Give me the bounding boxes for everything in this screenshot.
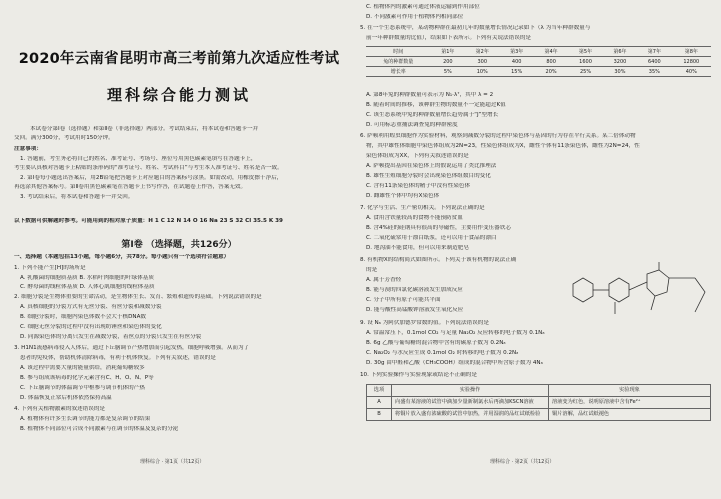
intro-line: 本试卷分第Ⅰ卷（选择题）和第Ⅱ卷（非选择题）两部分。考试结束后，将本试卷和答题卡一并 xyxy=(30,126,259,132)
option-line: A. 萨顿提出基因在染色体上的假说运用了类比推理法 xyxy=(366,163,497,169)
question-line: C. 酵母菌的线粒体基质 D. 人体心肌细胞的线粒体基质 xyxy=(20,284,155,290)
question-line: 2. 细胞分裂是生物体重要的生命活动，是生物体生长、发育、繁殖和遗传的基础。下列说法错误的是 xyxy=(14,294,262,300)
question-line: C. 下丘脑调节的体温调节中枢参与调节机体的产热 xyxy=(20,385,145,391)
table-cell: 6400 xyxy=(637,57,671,67)
part1-heading: 第Ⅰ卷 （选择题，共126分） xyxy=(121,240,237,250)
intro-line: 以下数据可供解题时参考。可能用到的相对原子质量：H 1 C 12 N 14 O 16 Na 23 S 32 Cl 35.5 K 39 xyxy=(14,218,283,224)
table-cell: 铜片溶解，品红试纸褪色 xyxy=(549,409,711,421)
intro-line: 1. 答题前，考生务必将自己的姓名、准考证号、考场号、座位号用黑色碳素笔填写在答题卡上， xyxy=(20,156,257,162)
option-line: B. 含4%硅的硅钢具有很高的导磁性，主要用作变压器铁芯 xyxy=(366,225,511,231)
table-cell: 第6年 xyxy=(603,47,637,57)
table-cell: 400 xyxy=(499,57,533,67)
option-line: C. 含有11条染色体的精子中没有性染色体 xyxy=(366,183,471,189)
exam-title: 2020年云南省昆明市高三考前第九次适应性考试 xyxy=(18,51,340,67)
table-cell: 实验操作 xyxy=(392,385,549,397)
table-cell: 第7年 xyxy=(637,47,671,57)
intro-line: 交回。满分300分，考试用时150分钟。 xyxy=(14,135,114,141)
table-cell: 3200 xyxy=(603,57,637,67)
table-cell: B xyxy=(367,409,392,421)
table-cell: A xyxy=(367,397,392,409)
table-cell: 将铜片放入盛有浓硫酸的试管中加热，并用湿润的品红试纸检验 xyxy=(392,409,549,421)
intro-line: 再选涂其他答案标号。第Ⅱ卷用黑色碳素笔在答题卡上书写作答，在试题卷上作答，答案无效。 xyxy=(14,184,247,190)
experiment-table xyxy=(366,384,711,421)
question-line: 的是 xyxy=(366,267,378,273)
question-line: B. 参与组成该病毒的化学元素含有C、H、O、N、P等 xyxy=(20,375,154,381)
right-column xyxy=(360,0,721,499)
question-line: A. 该过程中需要大量的能量供给，消耗葡萄糖较多 xyxy=(20,365,145,371)
question-line: C. 植物体内的激素可通过体液运输到作用部位 xyxy=(366,4,480,10)
exam-subtitle: 理科综合能力测试 xyxy=(106,86,251,104)
table-cell: 第1年 xyxy=(431,47,465,57)
question-line: 1. 下列不能产生[H]的场所是 xyxy=(14,265,86,271)
table-cell: 15% xyxy=(499,67,533,77)
table-cell: 20% xyxy=(534,67,568,77)
question-line: 4. 下列有关植物激素的叙述错误的是 xyxy=(14,406,106,412)
option-line: A. 属于芳香烃 xyxy=(366,277,402,283)
page-footer: 理科综合 · 第2页（共12页） xyxy=(490,459,555,465)
table-cell: 12800 xyxy=(672,57,711,67)
table-cell: 25% xyxy=(568,67,602,77)
question-line: C. 细胞无丝分裂的过程中没有出现纺锤丝和染色体的变化 xyxy=(20,324,162,330)
table-cell: 300 xyxy=(465,57,499,67)
option-line: A. 食用含铁量较高的食物不能预防贫血 xyxy=(366,215,463,221)
question-line: 患者的免疫体，帮助机体清除病毒，有利于机体恢复。下列有关叙述，错误的是 xyxy=(20,355,216,361)
option-line: B. 能与溴的四氯化碳溶液发生加成反应 xyxy=(366,287,463,293)
option-line: B. 6g 乙酸与葡萄糖的混合物中含有的碳原子数为 0.2Nₐ xyxy=(366,340,506,346)
table-header-row xyxy=(366,47,711,57)
option-line: A. 第8年兔的种群数量可表示为 N₁·λ⁷，其中 λ = 2 xyxy=(366,92,494,98)
table-cell: 实验现象 xyxy=(549,385,711,397)
question-line: B. 植物体不同部位可合成不同激素与在调节的体温及复杂的分泌 xyxy=(20,426,179,432)
table-cell: 第2年 xyxy=(465,47,499,57)
table-cell: 第8年 xyxy=(672,47,711,57)
option-line: D. 雌雄性个体中均有X染色体 xyxy=(366,193,440,199)
intro-line: 3. 考试结束后，将本试卷和答题卡一并交回。 xyxy=(20,194,134,200)
table-cell: 40% xyxy=(672,67,711,77)
left-column xyxy=(0,0,358,499)
table-cell: 第4年 xyxy=(534,47,568,57)
option-line: D. 30g 由甲醛和乙酸（CH₃COOH）组成的混合物中所含原子数为 4Nₐ xyxy=(366,360,543,366)
question-line: 7. 化学与生活、生产密切相关。下列说法正确的是 xyxy=(360,205,485,211)
option-line: B. 随着时间的推移，该种群生物的数量不一定能超过K值 xyxy=(366,102,506,108)
intro-line: 2. 第Ⅰ卷每小题选出答案后，用2B铅笔把答题卡上对应题目的答案标号涂黑。如需改动，用橡皮擦干净后， xyxy=(20,175,283,181)
question-line: D. 体温恢复正常后机体依然保持高温 xyxy=(20,395,112,401)
question-line: 前一年种群数量的比值），结果如下表所示。下列有关说法错误的是 xyxy=(366,35,532,41)
option-line: A. 常温常压下，0.1mol CO₂ 与足量 Na₂O₂ 反应转移的电子数为 0.1Nₐ xyxy=(366,330,545,336)
table-cell: 时间 xyxy=(366,47,431,57)
table-cell: 向盛有某溶液的试管中滴加少量新制氯水后再滴加KSCN溶液 xyxy=(392,397,549,409)
table-cell: 溶液变为红色，说明原溶液中含有Fe²⁺ xyxy=(549,397,711,409)
question-line: A. 真核细胞的分裂方式有无丝分裂、有丝分裂和减数分裂 xyxy=(20,304,162,310)
intro-line: 注意事项： xyxy=(14,146,42,152)
question-line: D. 不同激素可作用于植物体内相同部位 xyxy=(366,14,464,20)
table-cell: 35% xyxy=(637,67,671,77)
option-line: B. 雄性生殖细胞分裂时会出现染色体组数目的变化 xyxy=(366,173,491,179)
question-line: 染色体组成为XX，下列有关叙述错误的是 xyxy=(366,153,469,159)
question-line: 3. H1N1流感病毒侵入人体后，通过下丘脑调节产热增加而引起发热，细胞呼吸增强。从而为了 xyxy=(14,345,250,351)
table-row xyxy=(366,57,711,67)
ring-two xyxy=(609,278,629,302)
question-line: A. 乳酸菌的细胞质基质 B. 水稻叶肉细胞的叶绿体基质 xyxy=(20,275,154,281)
table-cell: 增长率 xyxy=(366,67,431,77)
option-line: C. Na₂O₂ 与水反应生成 0.1mol O₂ 时转移的电子数为 0.2Nₐ xyxy=(366,350,519,356)
option-line: D. 能与酸性高锰酸钾溶液发生氧化反应 xyxy=(366,307,464,313)
table-row xyxy=(367,397,711,409)
table-header-row xyxy=(367,385,711,397)
intro-line: 考生要认真核对答题卡上粘贴的条形码的“准考证号、姓名、考试科目”与考生本人准考证号、姓名是否一致。 xyxy=(14,165,283,171)
question-line: A. 植物体有许多生长调节的能力都是复杂调节的结果 xyxy=(20,416,151,422)
question-line: 6. 萨顿利用蝗虫细胞作为实验材料，观察到减数分裂的过程中染色体与基因的行为存在平行关系。某二倍体动物 xyxy=(360,133,636,139)
question-line: D. 同源染色体的分离只发生在减数分裂，着丝点的分裂只发生在有丝分裂 xyxy=(20,334,202,340)
option-line: C. 该生态系统中兔的种群数量增长趋势属于“J”型增长 xyxy=(366,112,499,118)
population-table xyxy=(366,46,711,77)
table-cell: 5% xyxy=(431,67,465,77)
table-cell: 200 xyxy=(431,57,465,67)
table-cell: 选项 xyxy=(367,385,392,397)
table-cell: 第5年 xyxy=(568,47,602,57)
table-cell: 800 xyxy=(534,57,568,67)
table-row xyxy=(366,67,711,77)
table-cell: 30% xyxy=(603,67,637,77)
table-cell: 10% xyxy=(465,67,499,77)
question-line: 9. 设 Nₐ 为阿伏加德罗常数的值。下列说法错误的是 xyxy=(360,320,489,326)
part1-instruction: 一、选择题（本题包括13小题，每小题6分，共78分。每小题只有一个选项符合题意） xyxy=(14,254,230,260)
table-cell: 1600 xyxy=(568,57,602,67)
table-row xyxy=(367,409,711,421)
question-line: 物，其中雄性体细胞中染色体组成为2N=23，性染色体组成为X，雌性个体有11条染色体，雌性为2N=24，性 xyxy=(366,143,640,149)
table-cell: 第3年 xyxy=(499,47,533,57)
question-line: 10. 下列实验操作与实验现象或结论不正确的是 xyxy=(360,372,477,378)
molecule-structure-diagram xyxy=(555,262,715,324)
page-footer: 理科综合 · 第1页（共12页） xyxy=(140,459,205,465)
option-line: C. 分子中所有原子可能共平面 xyxy=(366,297,441,303)
option-line: D. 可用标志重捕法调查兔的种群密度 xyxy=(366,122,458,128)
benzene-ring xyxy=(573,278,593,302)
option-line: C. 二氧化硫常用于漂白纸浆，还可以用于食品的漂白 xyxy=(366,235,497,241)
question-line: B. 细胞分裂时，细胞内染色体数不会大于核DNA数 xyxy=(20,314,146,320)
table-cell: 兔的种群数量 xyxy=(366,57,431,67)
question-line: 8. 有机物X的结构简式如图所示。下列关于该有机物的说法正确 xyxy=(360,257,517,263)
option-line: D. 地沟油不能食用，但可以用来制造肥皂 xyxy=(366,245,469,251)
question-line: 5. 在一个生态系统中，某动物种群在最初几年的数量增长情况记录如下（λ 为当年种群数量与 xyxy=(360,25,591,31)
